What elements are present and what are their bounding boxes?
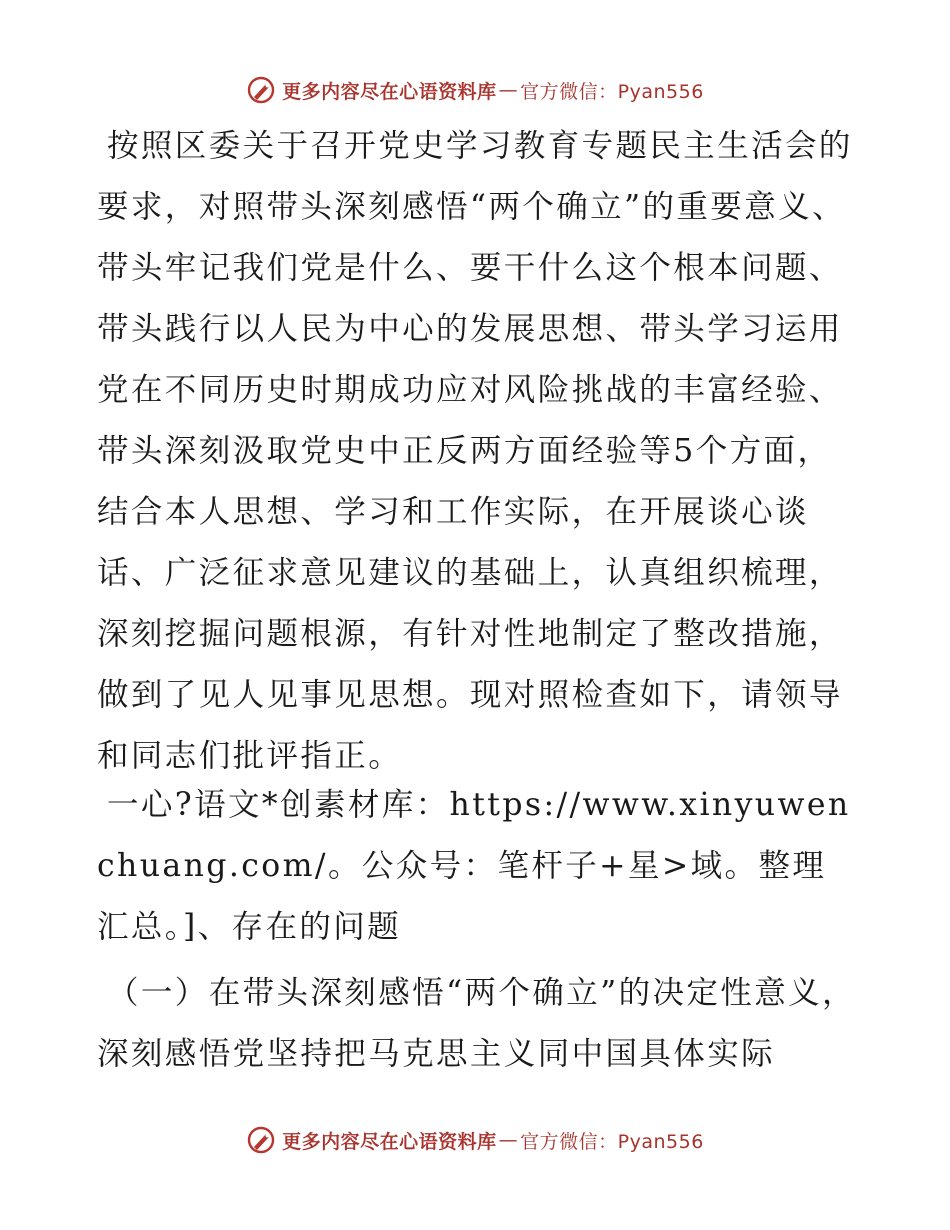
pen-logo-icon bbox=[246, 1125, 276, 1155]
watermark-suffix: 官方微信：Pyan556 bbox=[520, 80, 704, 103]
header-watermark bbox=[0, 70, 950, 110]
watermark-main-text: 更多内容尽在心语资料库 bbox=[282, 80, 497, 103]
pen-logo-icon bbox=[246, 75, 276, 105]
footer-watermark bbox=[0, 1120, 950, 1160]
watermark-main-text: 更多内容尽在心语资料库 bbox=[282, 1130, 497, 1153]
watermark-separator: — bbox=[498, 1129, 519, 1151]
watermark-separator: — bbox=[498, 79, 519, 101]
body-paragraph-section-one: （一）在带头深刻感悟“两个确立”的决定性意义，深刻感悟党坚持把马克思主义同中国具体实际 bbox=[97, 975, 856, 1072]
body-paragraph-source-note: 一心?语文*创素材库：https://www.xinyuwenchuang.com/。公众号：笔杆子+星>域。整理汇总。]、存在的问题 bbox=[97, 787, 851, 945]
body-paragraph-intro: 按照区委关于召开党史学习教育专题民主生活会的要求，对照带头深刻感悟“两个确立”的重要意义、带头牢记我们党是什么、要干什么这个根本问题、带头践行以人民为中心的发展思想、带头学习运用党在不同历史时期成功应对风险挑战的丰富经验、带头深刻汲取党史中正反两方面经验等5个方面，结合本人思想、学习和工作实际，在开展谈心谈话、广泛征求意见建议的基础上，认真组织梳理，深刻挖掘问题根源，有针对性地制定了整改措施，做到了见人见事见思想。现对照检查如下，请领导和同志们批评指正。 bbox=[97, 128, 853, 774]
watermark-suffix: 官方微信：Pyan556 bbox=[520, 1130, 704, 1153]
